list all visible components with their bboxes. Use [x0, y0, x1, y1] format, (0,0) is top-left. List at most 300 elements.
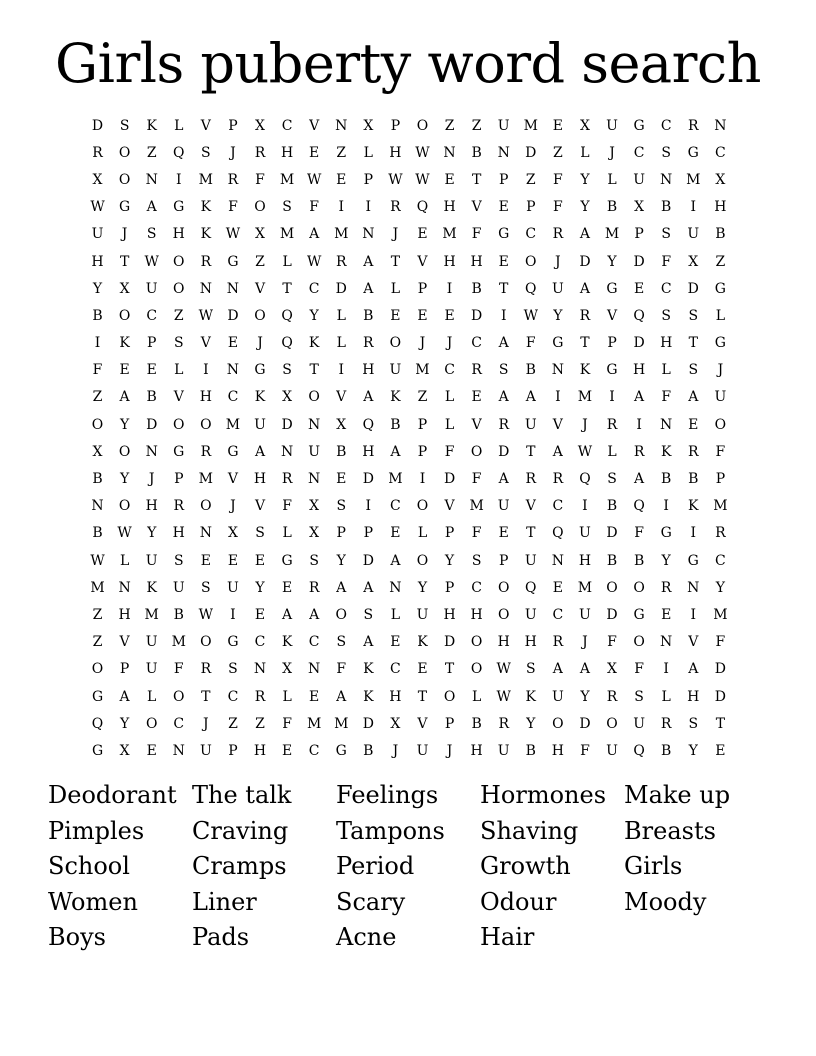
grid-letter: V [471, 416, 482, 433]
grid-letter: Y [119, 471, 130, 488]
grid-letter: E [688, 416, 699, 433]
grid-letter: H [362, 362, 375, 379]
grid-letter: L [661, 688, 671, 705]
grid-letter: X [309, 525, 320, 542]
grid-letter: D [91, 117, 104, 134]
grid-letter: T [471, 171, 482, 188]
grid-letter: O [200, 634, 212, 651]
grid-row [84, 574, 734, 601]
grid-letter: O [335, 606, 347, 623]
grid-letter: S [173, 552, 184, 569]
word-list-item: Craving [192, 816, 289, 845]
grid-letter: V [444, 498, 455, 515]
grid-letter: X [715, 171, 726, 188]
grid-letter: H [389, 688, 402, 705]
grid-letter: G [227, 443, 239, 460]
grid-letter: I [203, 362, 209, 379]
grid-letter: S [228, 661, 238, 678]
grid-letter: L [417, 525, 428, 542]
grid-letter: L [444, 389, 455, 406]
grid-letter: L [174, 362, 184, 379]
grid-letter: W [496, 688, 511, 705]
grid-letter: Y [119, 715, 130, 732]
grid-letter: S [336, 498, 347, 515]
grid-letter: I [663, 661, 669, 678]
grid-letter: L [715, 307, 726, 324]
grid-letter: P [417, 443, 428, 460]
grid-letter: G [633, 117, 645, 134]
grid-letter: B [606, 498, 618, 515]
grid-letter: R [200, 443, 212, 460]
grid-letter: E [552, 117, 563, 134]
grid-letter: V [227, 471, 238, 488]
grid-letter: H [145, 498, 158, 515]
grid-letter: I [365, 199, 372, 216]
grid-letter: F [173, 661, 184, 678]
grid-letter: H [389, 144, 402, 161]
grid-letter: J [257, 335, 263, 352]
grid-letter: O [200, 416, 212, 433]
grid-letter: V [688, 634, 699, 651]
grid-letter: W [523, 307, 538, 324]
grid-letter: I [555, 389, 561, 406]
grid-letter: R [660, 715, 672, 732]
grid-letter: H [172, 525, 185, 542]
grid-letter: Y [444, 552, 455, 569]
grid-letter: V [173, 389, 184, 406]
grid-letter: Q [91, 715, 104, 732]
grid-letter: K [688, 498, 699, 515]
grid-letter: H [199, 389, 212, 406]
grid-letter: X [255, 226, 265, 243]
grid-letter: L [282, 525, 292, 542]
grid-letter: Y [580, 199, 590, 216]
grid-letter: D [714, 661, 727, 678]
word-list-item: The talk [192, 781, 292, 809]
grid-row [84, 248, 734, 275]
grid-letter: H [443, 199, 456, 216]
grid-letter: P [119, 661, 130, 678]
grid-letter: S [498, 362, 509, 379]
grid-letter: U [416, 606, 429, 623]
grid-letter: G [552, 335, 564, 352]
grid-letter: J [148, 471, 155, 488]
grid-letter: G [498, 226, 510, 243]
grid-letter: M [198, 471, 214, 488]
grid-letter: Z [255, 715, 265, 732]
grid-letter: R [471, 362, 482, 379]
grid-letter: I [94, 335, 101, 352]
word-list-item: Deodorant [48, 781, 177, 809]
grid-letter: N [362, 226, 375, 243]
grid-letter: U [551, 688, 564, 705]
grid-row [84, 547, 734, 574]
page-title: Girls puberty word search [55, 32, 761, 95]
grid-letter: A [498, 389, 509, 406]
grid-letter: A [363, 579, 374, 596]
grid-letter: L [147, 688, 157, 705]
grid-row [84, 194, 734, 221]
grid-letter: T [526, 525, 536, 542]
grid-letter: L [174, 117, 184, 134]
grid-letter: R [579, 307, 591, 324]
grid-letter: Q [633, 742, 645, 759]
grid-letter: J [419, 335, 426, 352]
word-list-item: Women [48, 887, 138, 916]
grid-letter: X [282, 389, 293, 406]
grid-letter: E [633, 280, 645, 297]
grid-letter: D [579, 715, 591, 732]
grid-letter: X [282, 661, 293, 678]
grid-letter: P [336, 525, 346, 542]
grid-letter: A [688, 661, 699, 678]
grid-letter: B [92, 307, 103, 324]
grid-letter: A [119, 688, 130, 705]
grid-letter: E [336, 471, 347, 488]
grid-letter: R [715, 525, 726, 542]
grid-letter: U [524, 416, 537, 433]
grid-letter: Q [579, 471, 591, 488]
grid-letter: R [363, 335, 374, 352]
grid-letter: P [146, 335, 157, 352]
grid-letter: Z [417, 389, 428, 406]
grid-letter: M [523, 117, 538, 134]
grid-letter: U [91, 226, 104, 243]
grid-letter: C [552, 606, 564, 623]
grid-letter: Z [525, 171, 536, 188]
grid-letter: K [200, 226, 212, 243]
grid-letter: A [552, 443, 563, 460]
grid-letter: B [336, 443, 347, 460]
grid-letter: F [715, 634, 726, 651]
grid-letter: O [389, 335, 402, 352]
grid-row [84, 411, 734, 438]
grid-letter: Q [525, 280, 537, 297]
grid-letter: A [634, 471, 645, 488]
grid-letter: W [306, 171, 322, 188]
grid-letter: A [363, 280, 374, 297]
grid-letter: N [308, 416, 321, 433]
grid-letter: U [579, 525, 591, 542]
grid-row [84, 221, 734, 248]
grid-letter: O [118, 171, 131, 188]
grid-letter: F [309, 199, 320, 216]
grid-letter: U [389, 362, 402, 379]
grid-letter: B [471, 280, 482, 297]
grid-letter: M [334, 715, 349, 732]
grid-letter: W [415, 171, 430, 188]
grid-letter: M [686, 171, 701, 188]
grid-letter: A [498, 335, 509, 352]
grid-letter: G [335, 742, 347, 759]
grid-letter: U [199, 742, 212, 759]
grid-letter: L [336, 335, 346, 352]
grid-letter: Y [661, 552, 671, 569]
grid-letter: I [500, 307, 507, 324]
grid-letter: G [281, 552, 293, 569]
grid-letter: D [714, 688, 727, 705]
grid-letter: G [227, 634, 239, 651]
grid-letter: C [227, 688, 239, 705]
grid-letter: M [306, 715, 322, 732]
grid-letter: S [688, 307, 699, 324]
grid-letter: S [661, 307, 671, 324]
grid-letter: N [226, 280, 240, 297]
word-list-item: Liner [192, 887, 257, 916]
grid-letter: D [146, 416, 158, 433]
grid-letter: N [199, 525, 212, 542]
grid-letter: O [525, 253, 537, 270]
grid-letter: L [661, 362, 671, 379]
grid-letter: S [525, 661, 536, 678]
grid-row [84, 384, 734, 411]
grid-letter: H [470, 606, 483, 623]
grid-letter: C [308, 742, 320, 759]
grid-letter: O [200, 498, 212, 515]
grid-row [84, 438, 734, 465]
grid-letter: Z [715, 253, 726, 270]
grid-letter: D [362, 471, 374, 488]
grid-letter: E [661, 606, 672, 623]
grid-letter: S [173, 335, 184, 352]
grid-letter: K [390, 389, 401, 406]
word-list-item: Moody [624, 887, 707, 916]
grid-letter: I [690, 606, 697, 623]
grid-letter: A [390, 443, 401, 460]
grid-letter: K [200, 199, 212, 216]
grid-letter: F [471, 525, 482, 542]
grid-letter: Q [633, 307, 645, 324]
grid-letter: Q [281, 335, 293, 352]
grid-letter: J [582, 634, 588, 651]
grid-letter: A [363, 253, 374, 270]
grid-letter: X [634, 199, 645, 216]
grid-letter: B [471, 144, 482, 161]
grid-letter: V [200, 335, 211, 352]
grid-letter: R [687, 117, 699, 134]
grid-letter: M [388, 471, 403, 488]
grid-letter: O [118, 144, 131, 161]
grid-letter: N [91, 498, 104, 515]
grid-letter: W [306, 253, 322, 270]
grid-letter: O [714, 416, 727, 433]
grid-letter: C [308, 280, 320, 297]
grid-letter: A [119, 389, 130, 406]
grid-letter: O [173, 253, 185, 270]
grid-letter: O [91, 416, 104, 433]
grid-letter: M [171, 634, 186, 651]
word-list-item: Feelings [336, 781, 439, 809]
letter-grid [84, 112, 734, 765]
grid-letter: R [281, 471, 293, 488]
grid-letter: R [200, 661, 212, 678]
grid-letter: R [633, 443, 645, 460]
word-list [48, 778, 778, 956]
grid-letter: A [282, 606, 293, 623]
grid-letter: F [282, 498, 292, 515]
grid-letter: F [715, 443, 726, 460]
grid-letter: P [526, 199, 536, 216]
grid-letter: G [254, 362, 266, 379]
grid-letter: N [389, 579, 402, 596]
grid-letter: F [471, 471, 482, 488]
grid-letter: Y [255, 579, 265, 596]
grid-letter: U [497, 742, 510, 759]
grid-letter: I [176, 171, 182, 188]
grid-letter: M [713, 498, 728, 515]
word-list-item: Cramps [192, 852, 287, 881]
grid-letter: J [230, 498, 236, 515]
grid-letter: A [336, 688, 347, 705]
grid-letter: Z [471, 117, 482, 134]
grid-row [84, 493, 734, 520]
grid-letter: G [687, 552, 699, 569]
grid-letter: I [419, 471, 426, 488]
grid-letter: G [91, 742, 104, 759]
grid-letter: H [687, 688, 700, 705]
grid-letter: I [690, 525, 697, 542]
grid-letter: V [119, 634, 130, 651]
grid-letter: O [552, 715, 564, 732]
grid-letter: O [497, 606, 510, 623]
grid-letter: Q [552, 525, 564, 542]
grid-letter: E [254, 606, 266, 623]
word-list-item: Pads [192, 923, 250, 952]
grid-letter: T [119, 253, 130, 270]
word-list-item: Odour [480, 887, 557, 916]
grid-letter: F [228, 199, 238, 216]
grid-letter: U [633, 715, 645, 732]
grid-row [84, 166, 734, 193]
word-list-item: Make up [624, 781, 731, 809]
grid-letter: R [254, 144, 266, 161]
grid-letter: L [607, 171, 617, 188]
grid-row [84, 520, 734, 547]
grid-letter: C [173, 715, 185, 732]
grid-letter: I [338, 199, 344, 216]
grid-letter: M [279, 226, 295, 243]
grid-row [84, 112, 734, 139]
grid-letter: X [92, 443, 103, 460]
grid-letter: J [203, 715, 209, 732]
grid-letter: K [281, 634, 293, 651]
grid-letter: X [119, 280, 130, 297]
grid-letter: R [335, 253, 347, 270]
grid-letter: S [201, 144, 211, 161]
grid-letter: D [443, 471, 456, 488]
grid-letter: V [200, 117, 211, 134]
grid-letter: B [688, 471, 699, 488]
grid-letter: W [496, 661, 511, 678]
grid-letter: P [363, 171, 374, 188]
grid-letter: S [661, 226, 671, 243]
grid-letter: C [633, 144, 645, 161]
grid-letter: U [254, 416, 266, 433]
grid-letter: F [92, 362, 103, 379]
grid-letter: U [633, 171, 645, 188]
grid-letter: H [253, 742, 267, 759]
grid-letter: E [417, 226, 428, 243]
grid-row [84, 302, 734, 329]
grid-letter: B [633, 552, 645, 569]
grid-letter: C [552, 498, 564, 515]
grid-letter: S [255, 525, 265, 542]
grid-letter: E [498, 199, 509, 216]
grid-letter: Y [715, 579, 726, 596]
grid-letter: W [388, 171, 403, 188]
word-list-item: School [48, 852, 130, 881]
grid-letter: H [172, 226, 185, 243]
grid-letter: S [119, 117, 130, 134]
grid-letter: O [254, 199, 266, 216]
grid-letter: U [497, 498, 510, 515]
grid-letter: X [579, 117, 590, 134]
grid-letter: X [309, 498, 320, 515]
grid-letter: F [255, 171, 265, 188]
grid-letter: Q [416, 199, 429, 216]
grid-letter: Z [173, 307, 184, 324]
grid-letter: V [309, 117, 320, 134]
grid-letter: P [417, 416, 428, 433]
grid-letter: U [145, 552, 158, 569]
grid-letter: R [552, 226, 564, 243]
grid-letter: P [715, 471, 726, 488]
grid-letter: D [471, 307, 483, 324]
grid-letter: N [660, 171, 673, 188]
grid-letter: M [577, 579, 593, 596]
grid-letter: X [255, 117, 265, 134]
grid-letter: V [552, 416, 563, 433]
grid-letter: B [146, 389, 157, 406]
grid-letter: S [146, 226, 157, 243]
grid-letter: C [471, 579, 482, 596]
grid-letter: E [281, 579, 293, 596]
grid-letter: D [498, 443, 510, 460]
grid-letter: L [444, 416, 455, 433]
grid-letter: T [390, 253, 401, 270]
grid-letter: Z [553, 144, 563, 161]
grid-letter: Q [525, 579, 537, 596]
word-list-item: Shaving [480, 816, 579, 845]
grid-letter: O [254, 307, 266, 324]
grid-letter: X [119, 742, 130, 759]
grid-letter: M [198, 171, 214, 188]
grid-letter: N [199, 280, 212, 297]
grid-letter: W [415, 144, 430, 161]
grid-letter: M [442, 226, 457, 243]
grid-letter: D [606, 606, 618, 623]
grid-letter: B [661, 199, 672, 216]
grid-letter: J [555, 253, 561, 270]
grid-letter: E [281, 742, 293, 759]
grid-letter: L [580, 144, 590, 161]
grid-letter: U [606, 742, 618, 759]
grid-letter: R [498, 715, 509, 732]
grid-letter: F [634, 661, 644, 678]
grid-letter: Y [119, 416, 130, 433]
grid-letter: D [281, 416, 293, 433]
grid-letter: U [524, 606, 537, 623]
grid-letter: A [390, 552, 401, 569]
grid-letter: Z [228, 715, 238, 732]
grid-letter: E [390, 634, 401, 651]
grid-letter: R [498, 416, 509, 433]
grid-letter: X [688, 253, 699, 270]
grid-letter: H [91, 253, 104, 270]
grid-letter: J [392, 226, 399, 243]
grid-letter: Y [336, 552, 346, 569]
grid-letter: P [417, 280, 428, 297]
